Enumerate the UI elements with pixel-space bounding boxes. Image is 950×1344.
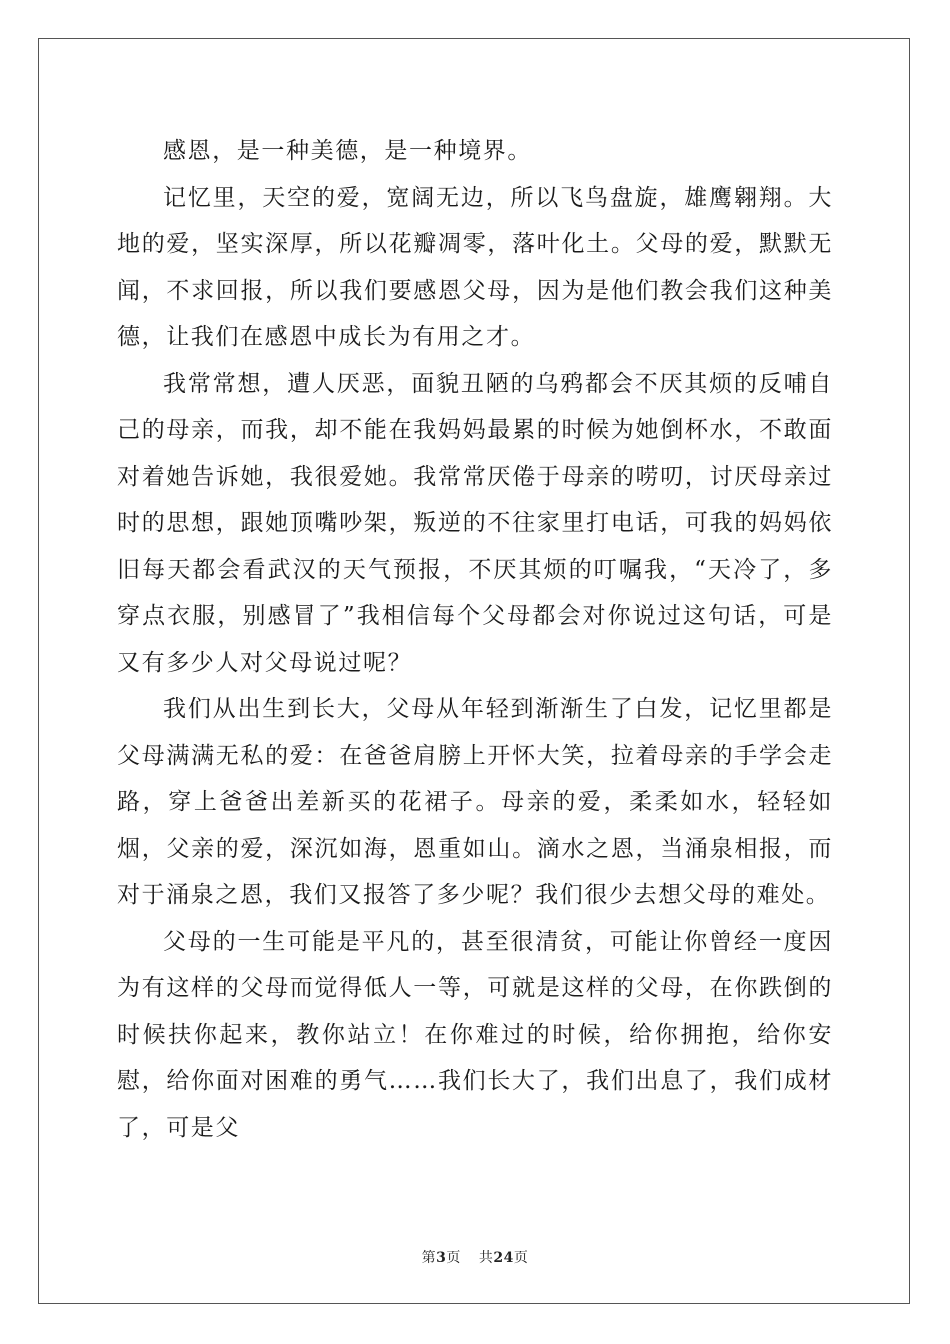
paragraph: 我常常想，遭人厌恶，面貌丑陋的乌鸦都会不厌其烦的反哺自己的母亲，而我，却不能在我妈妈最累的时候为她倒杯水，不敢面对着她告诉她，我很爱她。我常常厌倦于母亲的唠叨，讨厌母亲过时的思想，跟她顶嘴吵架，叛逆的不往家里打电话，可我的妈妈依旧每天都会看武汉的天气预报，不厌其烦的叮嘱我，“天冷了，多穿点衣服，别感冒了”我相信每个父母都会对你说过这句话，可是又有多少人对父母说过呢？ xyxy=(117,370,833,676)
page-total: 24 xyxy=(493,1250,514,1266)
page-footer xyxy=(0,1247,950,1267)
page-current: 3 xyxy=(436,1250,447,1266)
total-unit: 页 xyxy=(513,1250,529,1266)
total-prefix: 共 xyxy=(478,1250,494,1266)
page-unit: 页 xyxy=(446,1250,461,1266)
paragraph: 感恩，是一种美德，是一种境界。 xyxy=(163,138,532,164)
page-prefix: 第 xyxy=(421,1250,437,1266)
paragraph: 记忆里，天空的爱，宽阔无边，所以飞鸟盘旋，雄鹰翱翔。大地的爱，坚实深厚，所以花瓣凋零，落叶化土。父母的爱，默默无闻，不求回报，所以我们要感恩父母，因为是他们教会我们这种美德，让我们在感恩中成长为有用之才。 xyxy=(117,184,833,350)
paragraph: 我们从出生到长大，父母从年轻到渐渐生了白发，记忆里都是父母满满无私的爱：在爸爸肩膀上开怀大笑，拉着母亲的手学会走路，穿上爸爸出差新买的花裙子。母亲的爱，柔柔如水，轻轻如烟，父亲的爱，深沉如海，恩重如山。滴水之恩，当涌泉相报，而对于涌泉之恩，我们又报答了多少呢？我们很少去想父母的难处。 xyxy=(117,696,833,908)
document-body xyxy=(117,128,833,1151)
paragraph: 父母的一生可能是平凡的，甚至很清贫，可能让你曾经一度因为有这样的父母而觉得低人一等，可就是这样的父母，在你跌倒的时候扶你起来，教你站立！在你难过的时候，给你拥抱，给你安慰，给你面对困难的勇气……我们长大了，我们出息了，我们成材了，可是父 xyxy=(117,928,833,1141)
